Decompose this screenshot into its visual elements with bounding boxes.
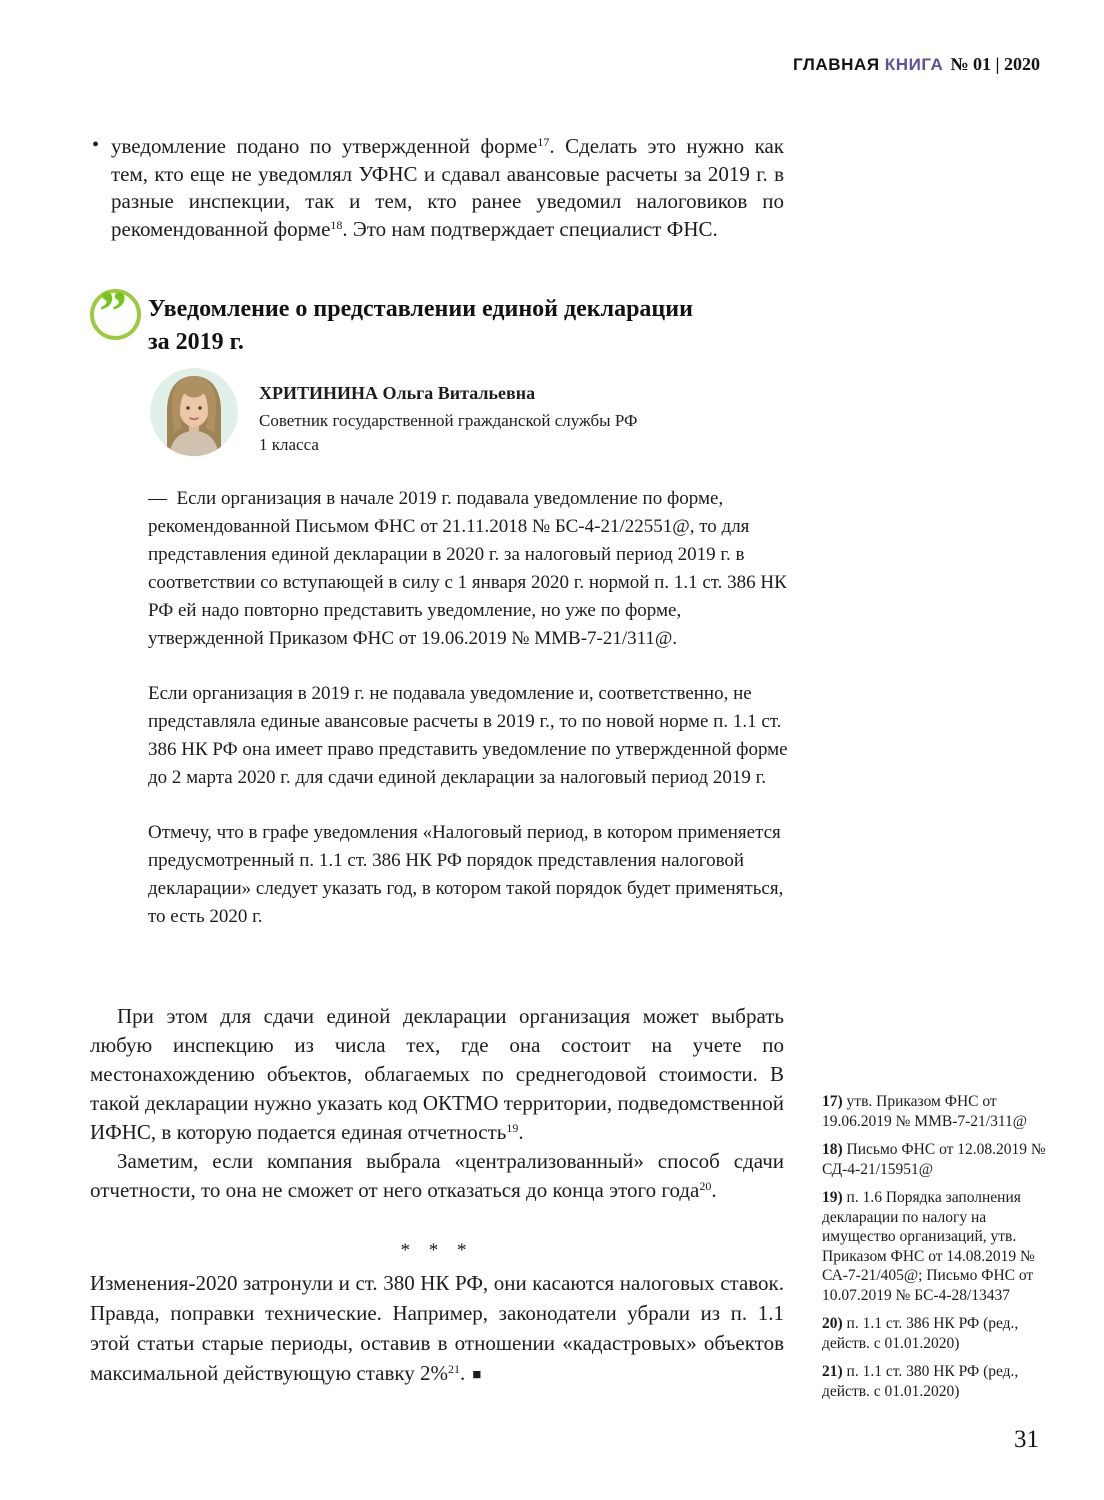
footnote-text: Письмо ФНС от 12.08.2019 № СД-4-21/15951@ xyxy=(822,1141,1046,1178)
page-header xyxy=(793,54,1040,75)
footnote-text: п. 1.1 ст. 386 НК РФ (ред., действ. с 01.01.2020) xyxy=(822,1315,1019,1352)
text-run: . xyxy=(711,1178,717,1202)
quote-paragraph-3: Отмечу, что в графе уведомления «Налоговый период, в котором применяется предусмотренный п. 1.1 ст. 386 НК РФ порядок представления налоговой декларации» следует указать год, в котором такой порядок будет применяться, то есть 2020 г. xyxy=(148,822,784,927)
footnote-text: п. 1.6 Порядка заполнения декларации по налогу на имущество организаций, утв. Приказом ФНС от 14.08.2019 № СА-7-21/405@; Письмо ФНС от 10.07.2019 № БС-4-28/13437 xyxy=(822,1189,1035,1304)
footnotes-sidebar xyxy=(822,1092,1054,1410)
footnote-ref-18: 18 xyxy=(330,217,343,232)
final-paragraph xyxy=(90,1268,784,1390)
issue-number: № 01 | 2020 xyxy=(950,54,1040,74)
text-run: . xyxy=(460,1361,466,1385)
magazine-brand-black: ГЛАВНАЯ xyxy=(793,55,880,74)
author-name: ХРИТИНИНА Ольга Витальевна xyxy=(259,383,536,403)
text-run: . Это нам подтверждает специалист ФНС. xyxy=(342,216,718,241)
text-run: уведомление подано по утвержденной форме xyxy=(111,134,538,158)
intro-bullet-paragraph xyxy=(90,133,784,243)
author-info xyxy=(259,368,637,457)
quote-text xyxy=(148,485,796,958)
asterisk-separator: * * * xyxy=(400,1240,474,1261)
text-run: При этом для сдачи единой декларации организация может выбрать любую инспекцию из числа тех, где она состоит на учете по местонахождению объектов, облагаемых по среднегодовой стоимости. В такой декларации нужно указать код ОКТМО территории, подведомственной ИФНС, в которую подается единая отчетность xyxy=(90,1004,784,1144)
article-end-mark: ■ xyxy=(472,1367,482,1383)
quote-icon xyxy=(90,281,141,343)
author-role-line-2: 1 класса xyxy=(259,435,319,454)
footnote-number: 20) xyxy=(822,1315,843,1332)
footnote-item-17 xyxy=(822,1092,1054,1131)
footnote-item-18 xyxy=(822,1140,1054,1179)
quote-title-line-1: Уведомление о представлении единой декларации xyxy=(148,296,693,322)
author-block xyxy=(150,368,637,457)
text-run: Изменения-2020 затронули и ст. 380 НК РФ, они касаются налоговых ставок. Правда, поправки технические. Например, законодатели убрали из п. 1.1 этой статьи старые периоды, оставив в отношении «кадастровых» объектов максимальной действующую ставку 2% xyxy=(90,1271,784,1385)
text-run: Заметим, если компания выбрала «централизованный» способ сдачи отчетности, то она не сможет от него отказаться до конца этого года xyxy=(90,1149,784,1202)
final-text xyxy=(90,1268,784,1390)
body-paragraph-2 xyxy=(90,1147,784,1205)
page-number: 31 xyxy=(1014,1426,1039,1453)
footnote-item-19 xyxy=(822,1188,1054,1305)
footnote-number: 17) xyxy=(822,1093,843,1110)
footnote-number: 18) xyxy=(822,1141,843,1158)
author-photo xyxy=(150,368,238,456)
footnote-number: 21) xyxy=(822,1363,843,1380)
footnote-text: п. 1.1 ст. 380 НК РФ (ред., действ. с 01.01.2020) xyxy=(822,1363,1019,1400)
author-role-line-1: Советник государственной гражданской службы РФ xyxy=(259,411,638,430)
magazine-brand-purple: КНИГА xyxy=(884,55,944,74)
quote-title-line-2: за 2019 г. xyxy=(148,329,244,355)
author-role xyxy=(259,409,637,457)
footnote-ref-21: 21 xyxy=(448,1362,461,1376)
footnote-text: утв. Приказом ФНС от 19.06.2019 № ММВ-7-21/311@ xyxy=(822,1093,1028,1130)
footnote-number: 19) xyxy=(822,1189,843,1206)
intro-text xyxy=(90,133,784,243)
quote-title xyxy=(148,293,788,359)
body-paragraph-1 xyxy=(90,1002,784,1147)
quote-paragraph-1: — Если организация в начале 2019 г. подавала уведомление по форме, рекомендованной Письмом ФНС от 21.11.2018 № БС-4-21/22551@, то для представления единой декларации в 2020 г. за налоговый период 2019 г. в соответствии со вступающей в силу с 1 января 2020 г. нормой п. 1.1 ст. 386 НК РФ ей надо повторно представить уведомление, но уже по форме, утвержденной Приказом ФНС от 19.06.2019 № ММВ-7-21/311@. xyxy=(148,488,787,649)
text-run: . Сделать это нужно как тем, кто еще не уведомлял УФНС и сдавал авансовые расчеты за 2019 г. в разные инспекции, так и тем, кто ранее уведомил налоговиков по рекомендованной форме xyxy=(111,134,784,241)
footnote-ref-20: 20 xyxy=(699,1179,712,1193)
text-run: . xyxy=(518,1120,524,1144)
footnote-ref-19: 19 xyxy=(506,1121,519,1135)
footnote-ref-17: 17 xyxy=(537,135,550,149)
bullet-marker: • xyxy=(92,134,100,156)
closing-quotes-glyph: ” xyxy=(99,281,125,343)
footnote-item-21 xyxy=(822,1362,1054,1401)
body-text xyxy=(90,1002,784,1205)
quote-paragraph-2: Если организация в 2019 г. не подавала уведомление и, соответственно, не представляла единые авансовые расчеты в 2019 г., то по новой норме п. 1.1 ст. 386 НК РФ она имеет право представить уведомление по утвержденной форме до 2 марта 2020 г. для сдачи единой декларации за налоговый период 2019 г. xyxy=(148,683,788,788)
footnote-item-20 xyxy=(822,1314,1054,1353)
